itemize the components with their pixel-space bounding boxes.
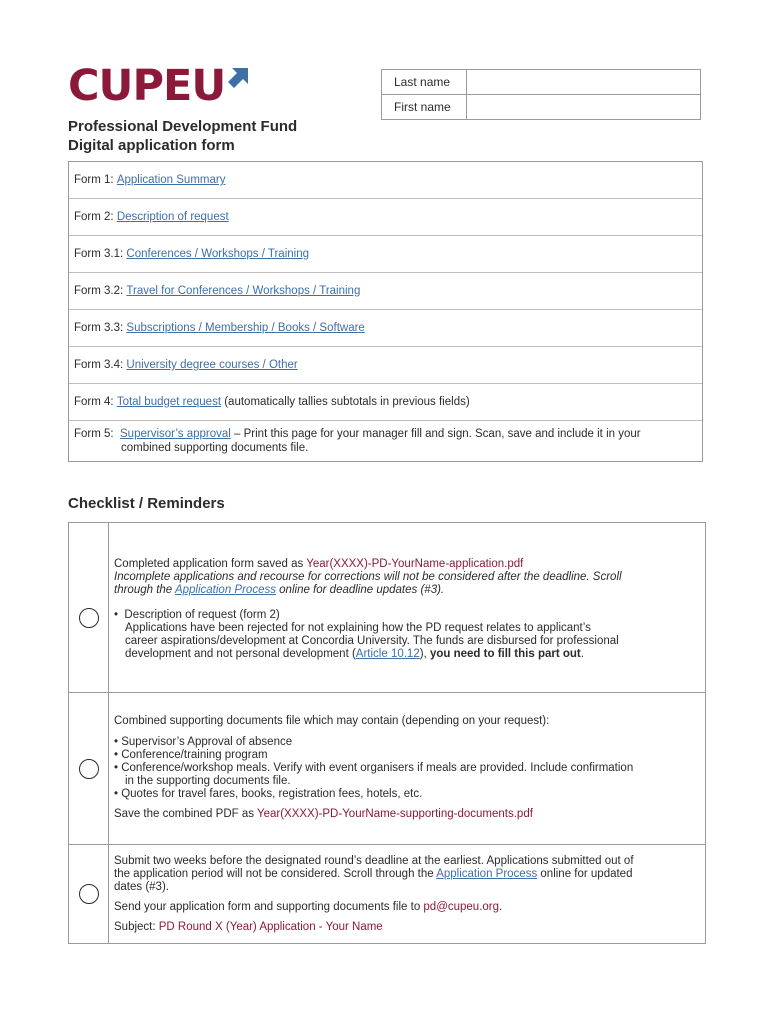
item1-note-line1: Applications have been rejected for not explaining how the PD request relates to applicant’s (125, 622, 591, 634)
first-name-field[interactable] (467, 95, 701, 120)
item3-send-text: Send your application form and supporting documents file to (114, 901, 424, 913)
checklist-text (109, 693, 643, 844)
checkbox-circle[interactable] (79, 608, 99, 628)
last-name-field[interactable] (467, 70, 701, 95)
checkbox-cell (69, 523, 109, 692)
form-row (69, 273, 702, 310)
form-link-application-summary[interactable]: Application Summary (116, 174, 226, 186)
form-row (69, 162, 702, 199)
application-process-link[interactable]: Application Process (174, 584, 276, 596)
form-prefix: Form 3.3: (74, 322, 127, 334)
subject-label: Subject: (114, 921, 159, 933)
item3-line2-post: online for updated (537, 868, 633, 880)
item1-bullet: • Description of request (form 2) (114, 609, 280, 621)
checklist-item (69, 693, 705, 845)
item3-line1: Submit two weeks before the designated round’s deadline at the earliest. Applications submitted out of (114, 855, 634, 867)
form-row (69, 236, 702, 273)
title-line-2: Digital application form (68, 137, 235, 154)
form-row (69, 384, 702, 421)
last-name-label: Last name (382, 70, 467, 95)
form-row (69, 199, 702, 236)
arrow-up-right-icon (228, 68, 248, 88)
item1-warning-post: online for deadline updates (#3). (275, 584, 445, 596)
form-link-university-courses[interactable]: University degree courses / Other (126, 359, 298, 371)
item2-bullet: • Conference/workshop meals. Verify with event organisers if meals are provided. Include confirmation (114, 762, 634, 774)
item2-bullet-cont: in the supporting documents file. (125, 775, 291, 787)
checklist-item (69, 523, 705, 693)
article-link[interactable]: Article 10.12 (355, 648, 420, 660)
item1-filename: Year(XXXX)-PD-YourName-application.pdf (306, 558, 524, 570)
form-suffix-line2: combined supporting documents file. (121, 442, 309, 454)
item1-note-bold: you need to fill this part out (429, 648, 581, 660)
item2-bullet: • Quotes for travel fares, books, registration fees, hotels, etc. (114, 788, 423, 800)
title-line-1: Professional Development Fund (68, 118, 298, 135)
item1-text: Completed application form saved as (114, 558, 307, 570)
item2-bullet: • Supervisor’s Approval of absence (114, 736, 293, 748)
form-link-travel[interactable]: Travel for Conferences / Workshops / Training (126, 285, 361, 297)
item2-save-text: Save the combined PDF as (114, 808, 257, 820)
form-link-supervisor-approval[interactable]: Supervisor’s approval (120, 428, 231, 440)
checklist-title: Checklist / Reminders (68, 495, 225, 512)
form-suffix: – Print this page for your manager fill and sign. Scan, save and include it in your (230, 428, 641, 440)
item1-warning-pre: through the (114, 584, 175, 596)
forms-list (68, 161, 703, 462)
subject-value: PD Round X (Year) Application - Your Name (158, 921, 383, 933)
item3-send-post: . (499, 901, 503, 913)
form-prefix: Form 5: (74, 428, 121, 440)
form-prefix: Form 4: (74, 396, 117, 408)
form-row (69, 421, 702, 461)
page-title (68, 117, 297, 155)
item1-note-pre: development and not personal development ( (125, 648, 356, 660)
item2-bullet: • Conference/training program (114, 749, 268, 761)
form-row (69, 347, 702, 384)
checklist-table (68, 522, 706, 944)
checkbox-circle[interactable] (79, 759, 99, 779)
form-suffix: (automatically tallies subtotals in previous fields) (221, 396, 470, 408)
item3-line2-pre: the application period will not be considered. Scroll through the (114, 868, 437, 880)
item3-line3: dates (#3). (114, 881, 169, 893)
checklist-text (109, 523, 632, 692)
form-link-description[interactable]: Description of request (116, 211, 229, 223)
form-prefix: Form 2: (74, 211, 117, 223)
form-link-subscriptions[interactable]: Subscriptions / Membership / Books / Software (126, 322, 365, 334)
cupeu-logo (68, 61, 248, 111)
item1-note-mid: ), (419, 648, 430, 660)
form-prefix: Form 3.1: (74, 248, 127, 260)
form-link-conferences[interactable]: Conferences / Workshops / Training (126, 248, 310, 260)
item1-note-line2: career aspirations/development at Concordia University. The funds are disbursed for professional (125, 635, 619, 647)
first-name-label: First name (382, 95, 467, 120)
item1-warning: Incomplete applications and recourse for corrections will not be considered after the deadline. Scroll (114, 571, 622, 583)
checkbox-circle[interactable] (79, 884, 99, 904)
form-row (69, 310, 702, 347)
form-prefix: Form 1: (74, 174, 117, 186)
item2-intro: Combined supporting documents file which may contain (depending on your request): (114, 715, 550, 727)
email-address[interactable]: pd@cupeu.org (423, 901, 500, 913)
checklist-text (109, 845, 644, 943)
form-prefix: Form 3.2: (74, 285, 127, 297)
checkbox-cell (69, 845, 109, 943)
form-link-total-budget[interactable]: Total budget request (116, 396, 222, 408)
item1-note-post: . (580, 648, 584, 660)
checkbox-cell (69, 693, 109, 844)
item2-filename: Year(XXXX)-PD-YourName-supporting-documents.pdf (256, 808, 533, 820)
logo-text: CUPEU (68, 61, 226, 111)
application-process-link[interactable]: Application Process (436, 868, 538, 880)
checklist-item (69, 845, 705, 943)
form-prefix: Form 3.4: (74, 359, 127, 371)
name-table (381, 69, 701, 120)
